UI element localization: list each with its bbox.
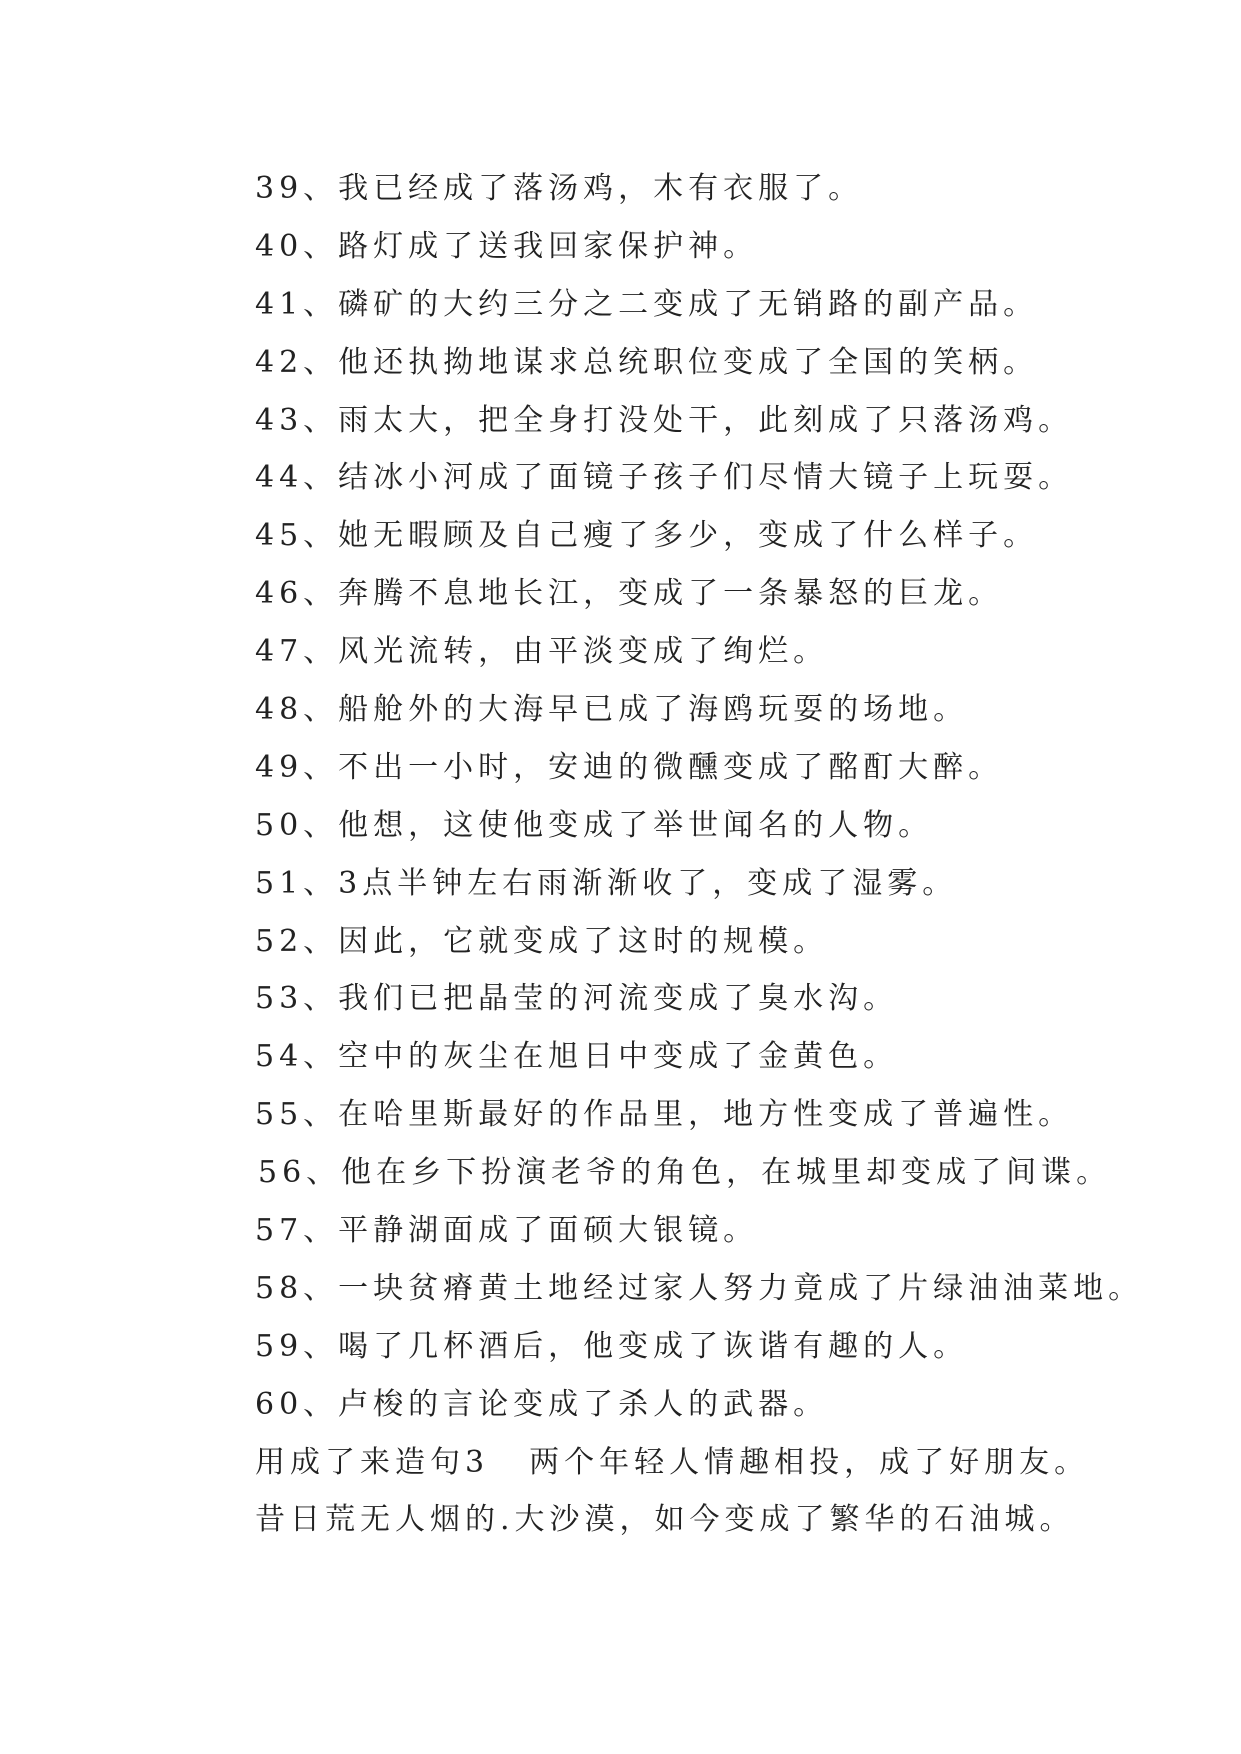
heading-label: 用成了来造句3 — [255, 1444, 490, 1480]
sentence-60: 60、卢梭的言论变成了杀人的武器。 — [255, 1386, 829, 1422]
sentence-list — [255, 160, 1155, 1549]
sentence-58: 58、一块贫瘠黄土地经过家人努力竟成了片绿油油菜地。 — [255, 1270, 1144, 1306]
last-sentence: 昔日荒无人烟的.大沙漠，如今变成了繁华的石油城。 — [255, 1502, 1075, 1538]
sentence-46: 46、奔腾不息地长江，变成了一条暴怒的巨龙。 — [255, 576, 1004, 612]
sentence-52: 52、因此，它就变成了这时的规模。 — [255, 923, 829, 959]
sentence-44: 44、结冰小河成了面镜子孩子们尽情大镜子上玩耍。 — [255, 460, 1074, 496]
sentence-59: 59、喝了几杯酒后，他变成了诙谐有趣的人。 — [255, 1328, 969, 1364]
sentence-51: 51、3点半钟左右雨渐渐收了，变成了湿雾。 — [255, 865, 958, 901]
sentence-45: 45、她无暇顾及自己瘦了多少，变成了什么样子。 — [255, 518, 1039, 554]
sentence-39: 39、我已经成了落汤鸡，木有衣服了。 — [255, 171, 864, 206]
sentence-42: 42、他还执拗地谋求总统职位变成了全国的笑柄。 — [255, 344, 1039, 380]
sentence-43: 43、雨太大，把全身打没处干，此刻成了只落汤鸡。 — [255, 402, 1074, 438]
sentence-54: 54、空中的灰尘在旭日中变成了金黄色。 — [255, 1039, 899, 1075]
sentence-53: 53、我们已把晶莹的河流变成了臭水沟。 — [255, 981, 899, 1017]
sentence-56: 56、他在乡下扮演老爷的角色，在城里却变成了间谍。 — [258, 1155, 1112, 1191]
sentence-41: 41、磷矿的大约三分之二变成了无销路的副产品。 — [255, 286, 1039, 322]
sentence-57: 57、平静湖面成了面硕大银镜。 — [255, 1213, 759, 1249]
sentence-48: 48、船舱外的大海早已成了海鸥玩耍的场地。 — [255, 692, 969, 728]
heading-line — [255, 1434, 1155, 1492]
sentence-40: 40、路灯成了送我回家保护神。 — [255, 228, 759, 264]
sentence-47: 47、风光流转，由平淡变成了绚烂。 — [255, 634, 829, 670]
sentence-50: 50、他想，这使他变成了举世闻名的人物。 — [255, 807, 934, 843]
heading-sentence: 两个年轻人情趣相投，成了好朋友。 — [529, 1444, 1090, 1480]
sentence-49: 49、不出一小时，安迪的微醺变成了酩酊大醉。 — [255, 749, 1004, 785]
sentence-55: 55、在哈里斯最好的作品里，地方性变成了普遍性。 — [255, 1097, 1074, 1133]
